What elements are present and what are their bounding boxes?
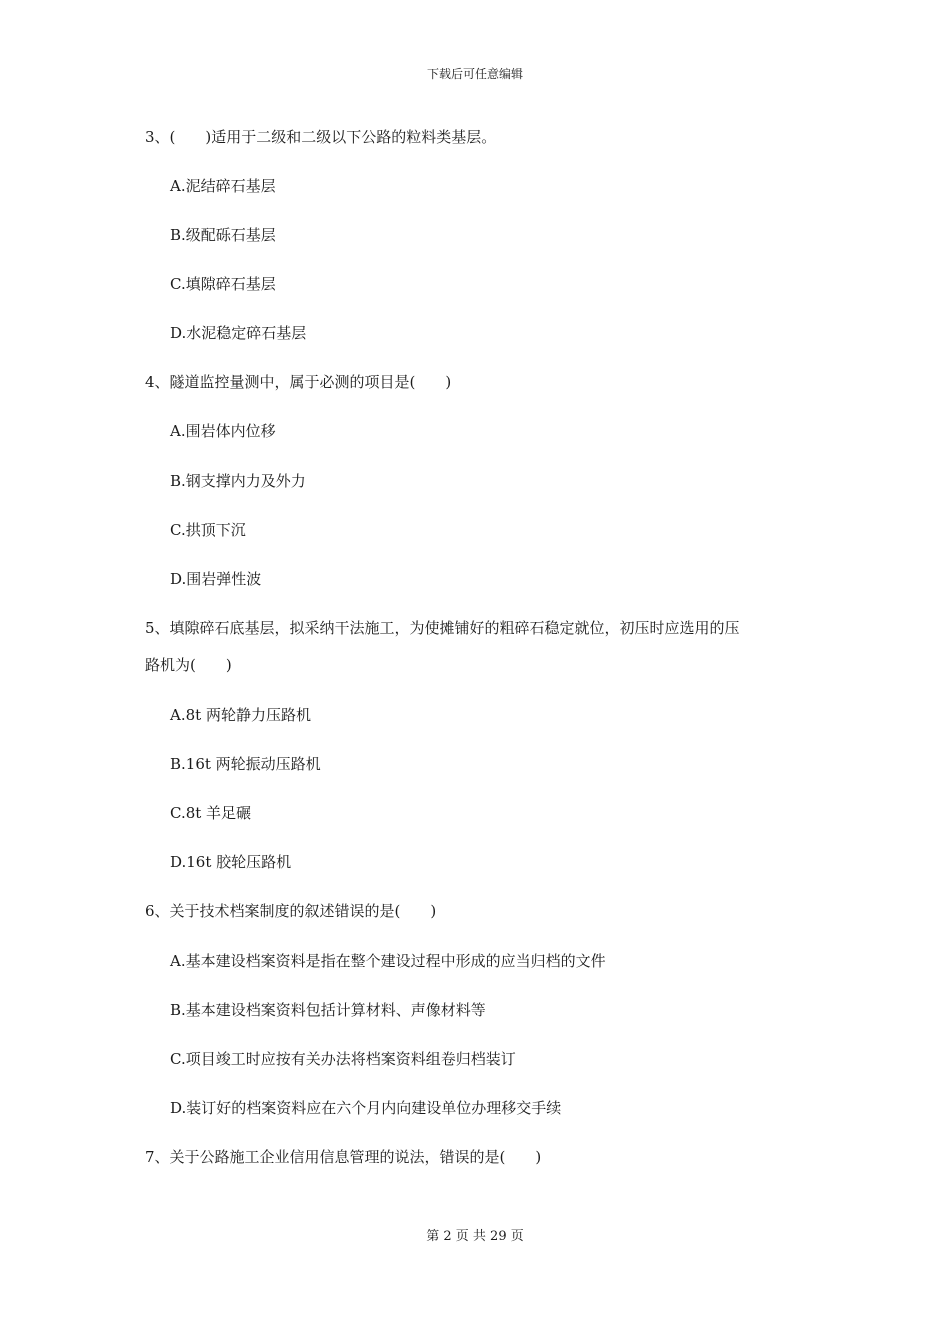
question-4-stem: 4、隧道监控量测中，属于必测的项目是( ) (145, 373, 452, 391)
question-5-option-c: C.8t 羊足碾 (170, 804, 252, 822)
question-5-stem-continued: 路机为( ) (145, 656, 232, 674)
question-4-option-a: A.围岩体内位移 (170, 422, 276, 440)
question-3-option-c: C.填隙碎石基层 (170, 275, 276, 293)
question-5-option-a: A.8t 两轮静力压路机 (170, 706, 311, 724)
page-header: 下载后可任意编辑 (426, 67, 523, 81)
question-3-option-b: B.级配砾石基层 (170, 226, 276, 244)
question-6-option-b: B.基本建设档案资料包括计算材料、声像材料等 (170, 1001, 486, 1019)
question-4-option-c: C.拱顶下沉 (170, 521, 246, 539)
question-6-stem: 6、关于技术档案制度的叙述错误的是( ) (145, 902, 437, 920)
question-6-option-c: C.项目竣工时应按有关办法将档案资料组卷归档装订 (170, 1050, 516, 1068)
question-6-option-d: D.装订好的档案资料应在六个月内向建设单位办理移交手续 (170, 1099, 562, 1117)
question-5-option-d: D.16t 胶轮压路机 (170, 853, 292, 871)
question-5-stem: 5、填隙碎石底基层，拟采纳干法施工，为使摊铺好的粗碎石稳定就位，初压时应选用的压 (145, 619, 740, 637)
question-4-option-d: D.围岩弹性波 (170, 570, 262, 588)
question-3-option-a: A.泥结碎石基层 (170, 177, 276, 195)
question-3-stem: 3、( )适用于二级和二级以下公路的粒料类基层。 (145, 128, 497, 146)
question-4-option-b: B.钢支撑内力及外力 (170, 472, 306, 490)
question-5-option-b: B.16t 两轮振动压路机 (170, 755, 321, 773)
question-3-option-d: D.水泥稳定碎石基层 (170, 324, 307, 342)
question-6-option-a: A.基本建设档案资料是指在整个建设过程中形成的应当归档的文件 (170, 952, 606, 970)
question-7-stem: 7、关于公路施工企业信用信息管理的说法，错误的是( ) (145, 1148, 542, 1166)
page-footer: 第 2 页 共 29 页 (426, 1229, 524, 1244)
